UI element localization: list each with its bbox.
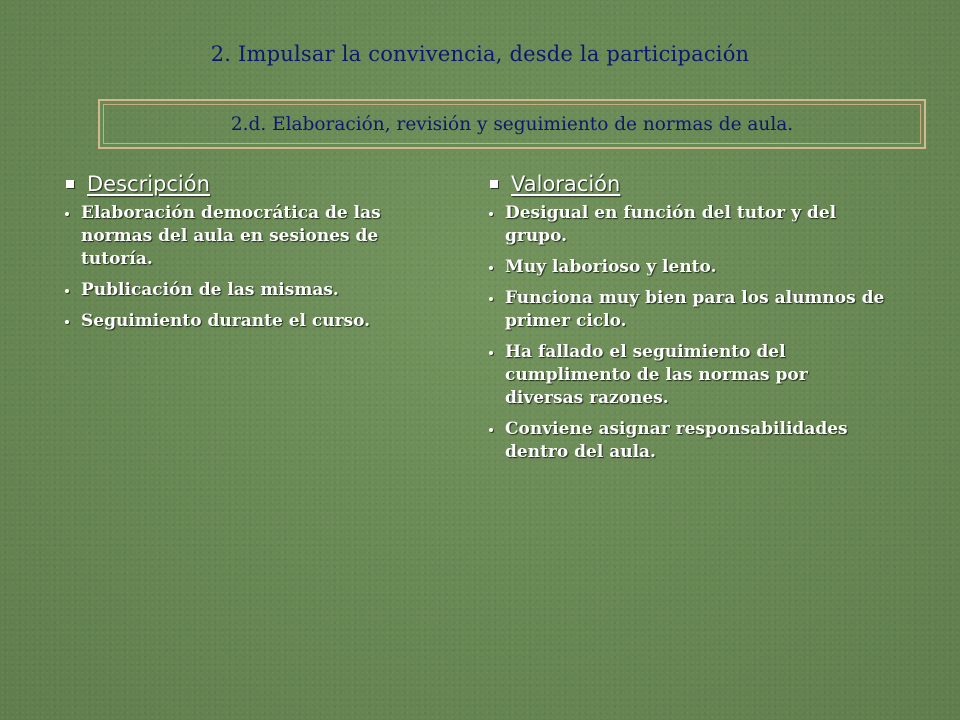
subtitle-box [98, 99, 926, 149]
list-item-text: Publicación de las mismas. [81, 280, 339, 300]
list-item-text: Funciona muy bien para los alumnos de primer ciclo. [505, 288, 885, 331]
dot-bullet-icon [489, 266, 493, 270]
list-item-text: Desigual en función del tutor y del grupo. [505, 203, 837, 246]
dot-bullet-icon [489, 351, 493, 355]
assessment-heading: Valoración [511, 172, 621, 196]
dot-bullet-icon [489, 212, 493, 216]
list-item-text: Seguimiento durante el curso. [81, 311, 371, 331]
list-item [66, 310, 406, 333]
description-heading-row [66, 172, 406, 196]
list-item-text: Ha fallado el seguimiento del cumplimento de las normas por diversas razones. [505, 342, 808, 408]
dot-bullet-icon [65, 212, 69, 216]
dot-bullet-icon [489, 297, 493, 301]
list-item-text: Conviene asignar responsabilidades dentro del aula. [505, 419, 848, 462]
dot-bullet-icon [65, 320, 69, 324]
list-item-text: Muy laborioso y lento. [505, 257, 717, 277]
list-item [490, 202, 900, 248]
dot-bullet-icon [65, 289, 69, 293]
list-item [490, 287, 900, 333]
list-item [490, 418, 900, 464]
dot-bullet-icon [489, 428, 493, 432]
assessment-heading-row [490, 172, 900, 196]
slide-subtitle: 2.d. Elaboración, revisión y seguimiento de normas de aula. [230, 113, 794, 135]
slide-title: 2. Impulsar la convivencia, desde la participación [210, 42, 750, 66]
list-item [490, 341, 900, 410]
assessment-column [490, 172, 900, 472]
square-bullet-icon [490, 180, 498, 188]
description-heading: Descripción [87, 172, 210, 196]
description-list [66, 202, 406, 333]
list-item [490, 256, 900, 279]
square-bullet-icon [66, 180, 74, 188]
list-item [66, 279, 406, 302]
description-column [66, 172, 406, 341]
assessment-list [490, 202, 900, 464]
list-item [66, 202, 406, 271]
list-item-text: Elaboración democrática de las normas del aula en sesiones de tutoría. [81, 203, 381, 269]
